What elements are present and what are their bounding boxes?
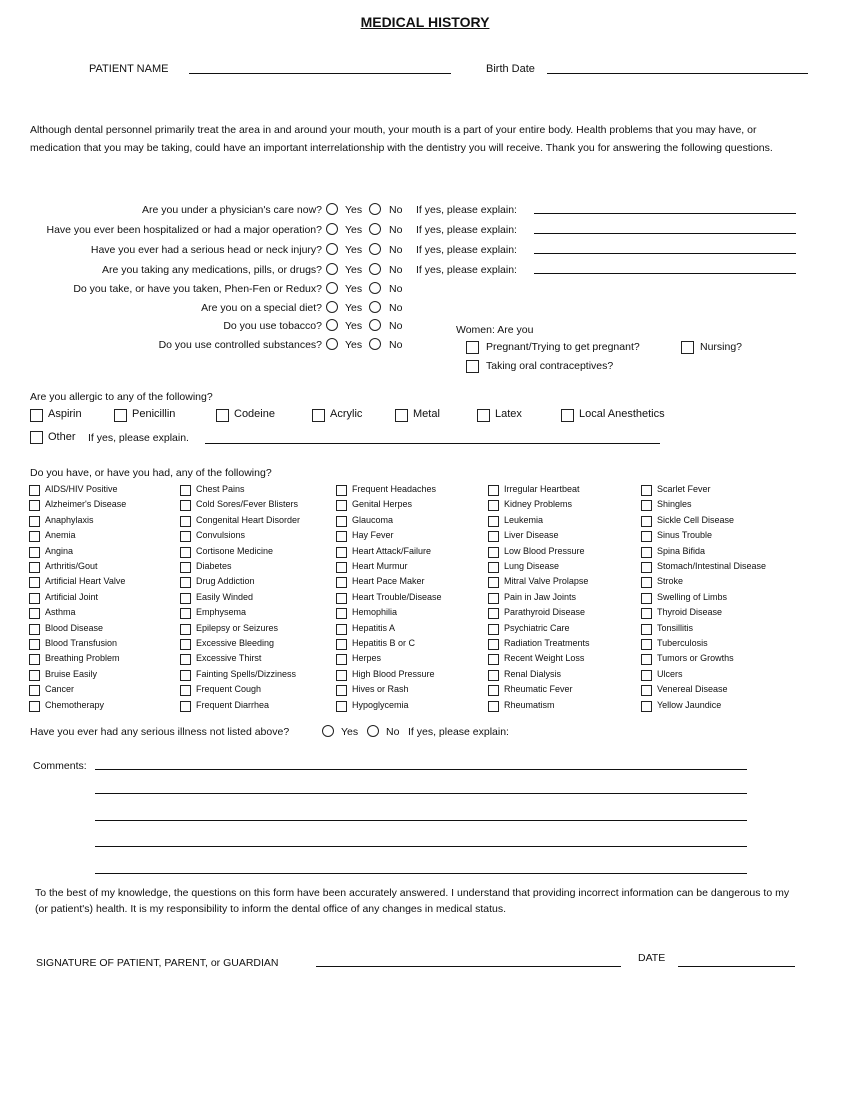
comments-line-1[interactable] bbox=[95, 769, 747, 770]
question-yes-label: Yes bbox=[345, 283, 363, 295]
condition-checkbox[interactable] bbox=[488, 639, 499, 650]
question-explain-field[interactable] bbox=[534, 273, 796, 274]
allergy-label: Latex bbox=[495, 408, 522, 420]
condition-checkbox[interactable] bbox=[336, 593, 347, 604]
condition-checkbox[interactable] bbox=[488, 624, 499, 635]
condition-label: Herpes bbox=[352, 653, 382, 664]
question-no-label: No bbox=[389, 339, 403, 351]
condition-label: Parathyroid Disease bbox=[504, 607, 586, 618]
condition-label: Frequent Diarrhea bbox=[196, 699, 270, 710]
condition-label: Frequent Cough bbox=[196, 684, 262, 695]
condition-checkbox[interactable] bbox=[336, 562, 347, 573]
condition-checkbox[interactable] bbox=[336, 500, 347, 511]
condition-checkbox[interactable] bbox=[641, 639, 652, 650]
birth-date-label: Birth Date bbox=[486, 63, 535, 75]
condition-label: Excessive Thirst bbox=[196, 653, 262, 664]
condition-checkbox[interactable] bbox=[488, 701, 499, 712]
condition-checkbox[interactable] bbox=[488, 593, 499, 604]
question-no-label: No bbox=[389, 204, 403, 216]
question-explain-label: If yes, please explain: bbox=[416, 224, 517, 236]
condition-checkbox[interactable] bbox=[641, 593, 652, 604]
condition-checkbox[interactable] bbox=[488, 608, 499, 619]
condition-checkbox[interactable] bbox=[336, 516, 347, 527]
question-no-radio[interactable] bbox=[369, 263, 381, 275]
condition-checkbox[interactable] bbox=[641, 562, 652, 573]
condition-checkbox[interactable] bbox=[336, 685, 347, 696]
condition-checkbox[interactable] bbox=[488, 531, 499, 542]
allergy-checkbox[interactable] bbox=[216, 409, 229, 422]
condition-checkbox[interactable] bbox=[641, 685, 652, 696]
condition-label: Liver Disease bbox=[504, 530, 559, 541]
women-heading: Women: Are you bbox=[456, 324, 534, 336]
question-yes-label: Yes bbox=[345, 204, 363, 216]
condition-checkbox[interactable] bbox=[29, 608, 40, 619]
condition-label: Stomach/Intestinal Disease bbox=[657, 561, 767, 571]
question-text: Are you taking any medications, pills, or drugs? bbox=[101, 264, 322, 276]
comments-line-5[interactable] bbox=[95, 873, 747, 874]
signature-label: SIGNATURE OF PATIENT, PARENT, or GUARDIAN bbox=[36, 957, 279, 969]
condition-label: Ulcers bbox=[657, 668, 683, 679]
condition-label: Chest Pains bbox=[196, 484, 245, 494]
condition-label: Breathing Problem bbox=[45, 653, 120, 664]
serious-illness-no-label: No bbox=[386, 726, 400, 738]
condition-checkbox[interactable] bbox=[29, 593, 40, 604]
question-yes-label: Yes bbox=[345, 320, 363, 332]
serious-illness-question: Have you ever had any serious illness not listed above? bbox=[30, 726, 290, 738]
condition-checkbox[interactable] bbox=[641, 516, 652, 527]
condition-checkbox[interactable] bbox=[29, 516, 40, 527]
condition-label: Renal Dialysis bbox=[504, 668, 562, 679]
question-no-label: No bbox=[389, 264, 403, 276]
condition-label: Convulsions bbox=[196, 530, 246, 541]
condition-label: Excessive Bleeding bbox=[196, 638, 275, 648]
condition-checkbox[interactable] bbox=[29, 562, 40, 573]
question-text: Are you under a physician's care now? bbox=[141, 204, 322, 216]
condition-checkbox[interactable] bbox=[29, 577, 40, 588]
allergy-label: Local Anesthetics bbox=[579, 408, 665, 420]
condition-label: Stroke bbox=[657, 576, 684, 587]
question-text: Have you ever been hospitalized or had a major operation? bbox=[46, 224, 322, 236]
question-no-radio[interactable] bbox=[369, 203, 381, 215]
question-text: Do you take, or have you taken, Phen-Fen or Redux? bbox=[73, 283, 322, 295]
nursing-label: Nursing? bbox=[700, 341, 743, 353]
question-yes-radio[interactable] bbox=[326, 301, 338, 313]
condition-label: Hepatitis B or C bbox=[352, 638, 416, 648]
question-explain-label: If yes, please explain: bbox=[416, 244, 517, 256]
condition-checkbox[interactable] bbox=[336, 577, 347, 588]
condition-checkbox[interactable] bbox=[336, 701, 347, 712]
condition-checkbox[interactable] bbox=[29, 639, 40, 650]
condition-label: Yellow Jaundice bbox=[657, 699, 722, 710]
condition-checkbox[interactable] bbox=[488, 685, 499, 696]
allergy-heading: Are you allergic to any of the following? bbox=[30, 391, 213, 403]
condition-label: Tonsillitis bbox=[657, 622, 694, 633]
condition-checkbox[interactable] bbox=[641, 608, 652, 619]
condition-label: Low Blood Pressure bbox=[504, 545, 585, 556]
condition-label: Hay Fever bbox=[352, 530, 394, 541]
condition-checkbox[interactable] bbox=[29, 500, 40, 511]
question-yes-label: Yes bbox=[345, 244, 363, 256]
attestation-text: To the best of my knowledge, the questions on this form have been accurately answered. I understand that providing incorrect information can be dangerous to my (or patient's) health. It is my responsibility to inform the dental office of any changes in medical status. bbox=[35, 887, 790, 915]
question-explain-label: If yes, please explain: bbox=[416, 204, 517, 216]
condition-checkbox[interactable] bbox=[29, 547, 40, 558]
question-no-label: No bbox=[389, 224, 403, 236]
condition-checkbox[interactable] bbox=[180, 639, 191, 650]
condition-label: Psychiatric Care bbox=[504, 622, 570, 633]
date-label: DATE bbox=[638, 952, 666, 964]
condition-checkbox[interactable] bbox=[641, 577, 652, 588]
condition-label: Rheumatism bbox=[504, 699, 555, 710]
condition-checkbox[interactable] bbox=[180, 701, 191, 712]
contraceptives-checkbox[interactable] bbox=[466, 360, 479, 373]
condition-checkbox[interactable] bbox=[488, 547, 499, 558]
condition-checkbox[interactable] bbox=[336, 654, 347, 665]
comments-line-3[interactable] bbox=[95, 820, 747, 821]
condition-label: Congenital Heart Disorder bbox=[196, 514, 301, 525]
allergy-checkbox[interactable] bbox=[561, 409, 574, 422]
condition-checkbox[interactable] bbox=[180, 685, 191, 696]
allergy-label: Metal bbox=[413, 408, 440, 420]
condition-checkbox[interactable] bbox=[641, 624, 652, 635]
condition-checkbox[interactable] bbox=[641, 670, 652, 681]
condition-label: Hepatitis A bbox=[352, 622, 396, 633]
birth-date-field[interactable] bbox=[547, 73, 808, 74]
question-yes-label: Yes bbox=[345, 224, 363, 236]
condition-checkbox[interactable] bbox=[180, 547, 191, 558]
condition-label: Anemia bbox=[45, 530, 76, 541]
condition-label: Irregular Heartbeat bbox=[504, 484, 580, 494]
condition-label: Bruise Easily bbox=[45, 668, 98, 679]
question-text: Are you on a special diet? bbox=[201, 302, 322, 314]
condition-checkbox[interactable] bbox=[488, 516, 499, 527]
condition-label: Glaucoma bbox=[352, 514, 394, 525]
question-yes-radio[interactable] bbox=[326, 203, 338, 215]
conditions-heading: Do you have, or have you had, any of the following? bbox=[30, 467, 272, 479]
question-no-label: No bbox=[389, 283, 403, 295]
condition-label: Sinus Trouble bbox=[657, 530, 713, 541]
condition-label: Scarlet Fever bbox=[657, 484, 711, 494]
condition-checkbox[interactable] bbox=[180, 624, 191, 635]
condition-label: Cold Sores/Fever Blisters bbox=[196, 499, 299, 510]
condition-label: Heart Pace Maker bbox=[352, 576, 425, 587]
condition-label: Fainting Spells/Dizziness bbox=[196, 668, 297, 679]
condition-checkbox[interactable] bbox=[180, 654, 191, 665]
condition-label: Heart Trouble/Disease bbox=[352, 591, 442, 602]
condition-checkbox[interactable] bbox=[180, 577, 191, 588]
condition-checkbox[interactable] bbox=[180, 562, 191, 573]
question-yes-label: Yes bbox=[345, 302, 363, 314]
question-explain-field[interactable] bbox=[534, 253, 796, 254]
question-no-radio[interactable] bbox=[369, 338, 381, 350]
condition-checkbox[interactable] bbox=[336, 531, 347, 542]
question-yes-label: Yes bbox=[345, 339, 363, 351]
allergy-checkbox[interactable] bbox=[312, 409, 325, 422]
condition-checkbox[interactable] bbox=[488, 654, 499, 665]
question-no-radio[interactable] bbox=[369, 243, 381, 255]
allergy-label: Aspirin bbox=[48, 408, 82, 420]
condition-checkbox[interactable] bbox=[29, 654, 40, 665]
question-text: Do you use tobacco? bbox=[223, 320, 322, 332]
condition-checkbox[interactable] bbox=[641, 547, 652, 558]
condition-label: Genital Herpes bbox=[352, 499, 413, 510]
condition-label: Pain in Jaw Joints bbox=[504, 591, 577, 602]
question-no-radio[interactable] bbox=[369, 319, 381, 331]
condition-label: Asthma bbox=[45, 607, 76, 618]
comments-line-4[interactable] bbox=[95, 846, 747, 847]
condition-label: Hives or Rash bbox=[352, 684, 409, 695]
question-no-radio[interactable] bbox=[369, 301, 381, 313]
condition-checkbox[interactable] bbox=[641, 654, 652, 665]
condition-label: Venereal Disease bbox=[657, 684, 728, 695]
comments-label: Comments: bbox=[33, 760, 87, 772]
pregnant-label: Pregnant/Trying to get pregnant? bbox=[486, 341, 640, 353]
condition-checkbox[interactable] bbox=[336, 670, 347, 681]
condition-checkbox[interactable] bbox=[29, 685, 40, 696]
allergy-checkbox[interactable] bbox=[477, 409, 490, 422]
question-explain-label: If yes, please explain: bbox=[416, 264, 517, 276]
condition-label: Recent Weight Loss bbox=[504, 653, 585, 664]
condition-label: AIDS/HIV Positive bbox=[45, 484, 118, 494]
question-no-label: No bbox=[389, 302, 403, 314]
condition-checkbox[interactable] bbox=[336, 608, 347, 619]
condition-label: Hypoglycemia bbox=[352, 699, 409, 710]
condition-checkbox[interactable] bbox=[180, 608, 191, 619]
condition-label: Diabetes bbox=[196, 561, 232, 571]
condition-checkbox[interactable] bbox=[336, 547, 347, 558]
condition-label: Swelling of Limbs bbox=[657, 591, 728, 602]
condition-label: Cortisone Medicine bbox=[196, 545, 274, 556]
condition-label: Blood Disease bbox=[45, 622, 104, 633]
condition-checkbox[interactable] bbox=[29, 624, 40, 635]
comments-line-2[interactable] bbox=[95, 793, 747, 794]
serious-illness-yes-radio[interactable] bbox=[322, 725, 334, 737]
question-explain-field[interactable] bbox=[534, 233, 796, 234]
question-text: Have you ever had a serious head or neck injury? bbox=[90, 244, 322, 256]
question-explain-field[interactable] bbox=[534, 213, 796, 214]
question-text: Do you use controlled substances? bbox=[158, 339, 322, 351]
condition-label: Frequent Headaches bbox=[352, 484, 437, 494]
allergy-checkbox[interactable] bbox=[395, 409, 408, 422]
condition-label: Radiation Treatments bbox=[504, 638, 590, 648]
condition-checkbox[interactable] bbox=[336, 639, 347, 650]
condition-checkbox[interactable] bbox=[641, 531, 652, 542]
condition-label: High Blood Pressure bbox=[352, 668, 435, 679]
question-yes-radio[interactable] bbox=[326, 338, 338, 350]
condition-checkbox[interactable] bbox=[29, 485, 40, 496]
condition-checkbox[interactable] bbox=[336, 624, 347, 635]
condition-label: Artificial Joint bbox=[45, 591, 99, 602]
condition-label: Arthritis/Gout bbox=[45, 561, 98, 571]
allergy-other-explain-field[interactable] bbox=[205, 443, 660, 444]
allergy-checkbox[interactable] bbox=[30, 409, 43, 422]
condition-label: Easily Winded bbox=[196, 591, 254, 602]
condition-checkbox[interactable] bbox=[180, 670, 191, 681]
condition-checkbox[interactable] bbox=[488, 577, 499, 588]
question-no-radio[interactable] bbox=[369, 223, 381, 235]
condition-label: Cancer bbox=[45, 684, 75, 695]
condition-label: Chemotherapy bbox=[45, 699, 105, 710]
question-no-label: No bbox=[389, 320, 403, 332]
allergy-other-label: Other bbox=[48, 431, 76, 443]
condition-label: Heart Murmur bbox=[352, 561, 408, 571]
condition-label: Spina Bifida bbox=[657, 545, 706, 556]
serious-illness-explain-label: If yes, please explain: bbox=[408, 726, 509, 738]
condition-label: Heart Attack/Failure bbox=[352, 545, 432, 556]
condition-label: Drug Addiction bbox=[196, 576, 255, 587]
condition-checkbox[interactable] bbox=[641, 500, 652, 511]
question-yes-radio[interactable] bbox=[326, 223, 338, 235]
condition-label: Rheumatic Fever bbox=[504, 684, 573, 695]
condition-label: Tuberculosis bbox=[657, 638, 708, 648]
condition-label: Emphysema bbox=[196, 607, 247, 618]
date-field[interactable] bbox=[678, 966, 795, 967]
question-yes-label: Yes bbox=[345, 264, 363, 276]
question-yes-radio[interactable] bbox=[326, 319, 338, 331]
condition-checkbox[interactable] bbox=[180, 593, 191, 604]
question-no-label: No bbox=[389, 244, 403, 256]
condition-checkbox[interactable] bbox=[29, 531, 40, 542]
condition-label: Angina bbox=[45, 545, 74, 556]
condition-label: Kidney Problems bbox=[504, 499, 573, 510]
condition-checkbox[interactable] bbox=[336, 485, 347, 496]
condition-label: Hemophilia bbox=[352, 607, 398, 618]
condition-checkbox[interactable] bbox=[641, 701, 652, 712]
patient-name-field[interactable] bbox=[189, 73, 451, 74]
condition-label: Epilepsy or Seizures bbox=[196, 622, 279, 633]
condition-label: Lung Disease bbox=[504, 561, 560, 571]
signature-field[interactable] bbox=[316, 966, 621, 967]
condition-checkbox[interactable] bbox=[488, 500, 499, 511]
contraceptives-label: Taking oral contraceptives? bbox=[486, 360, 614, 372]
allergy-other-explain-label: If yes, please explain. bbox=[88, 432, 189, 444]
condition-label: Mitral Valve Prolapse bbox=[504, 576, 589, 587]
condition-label: Leukemia bbox=[504, 514, 544, 525]
question-yes-radio[interactable] bbox=[326, 282, 338, 294]
condition-checkbox[interactable] bbox=[641, 485, 652, 496]
condition-label: Tumors or Growths bbox=[657, 653, 734, 664]
condition-checkbox[interactable] bbox=[180, 485, 191, 496]
intro-paragraph: Although dental personnel primarily treat the area in and around your mouth, your mouth is a part of your entire body. Health problems that you may have, or medication that you may be taking, could have an important interrelationship with the dentistry you will receive. Thank you for answering the following questions. bbox=[30, 124, 773, 154]
condition-label: Blood Transfusion bbox=[45, 638, 118, 648]
condition-label: Anaphylaxis bbox=[45, 514, 94, 525]
condition-label: Artificial Heart Valve bbox=[45, 576, 126, 587]
pregnant-checkbox[interactable] bbox=[466, 341, 479, 354]
condition-label: Alzheimer's Disease bbox=[45, 499, 127, 510]
condition-checkbox[interactable] bbox=[180, 500, 191, 511]
allergy-label: Codeine bbox=[234, 408, 275, 420]
condition-checkbox[interactable] bbox=[180, 516, 191, 527]
condition-label: Shingles bbox=[657, 499, 692, 510]
condition-checkbox[interactable] bbox=[488, 485, 499, 496]
allergy-checkbox[interactable] bbox=[114, 409, 127, 422]
allergy-label: Acrylic bbox=[330, 408, 363, 420]
question-no-radio[interactable] bbox=[369, 282, 381, 294]
condition-checkbox[interactable] bbox=[29, 670, 40, 681]
patient-name-label: PATIENT NAME bbox=[89, 63, 169, 75]
condition-checkbox[interactable] bbox=[488, 562, 499, 573]
nursing-checkbox[interactable] bbox=[681, 341, 694, 354]
condition-checkbox[interactable] bbox=[488, 670, 499, 681]
condition-checkbox[interactable] bbox=[180, 531, 191, 542]
serious-illness-no-radio[interactable] bbox=[367, 725, 379, 737]
condition-label: Sickle Cell Disease bbox=[657, 514, 735, 525]
allergy-other-checkbox[interactable] bbox=[30, 431, 43, 444]
question-yes-radio[interactable] bbox=[326, 263, 338, 275]
serious-illness-yes-label: Yes bbox=[341, 726, 359, 738]
question-yes-radio[interactable] bbox=[326, 243, 338, 255]
form-title: MEDICAL HISTORY bbox=[360, 14, 490, 30]
condition-checkbox[interactable] bbox=[29, 701, 40, 712]
allergy-label: Penicillin bbox=[132, 408, 176, 420]
condition-label: Thyroid Disease bbox=[657, 607, 723, 618]
